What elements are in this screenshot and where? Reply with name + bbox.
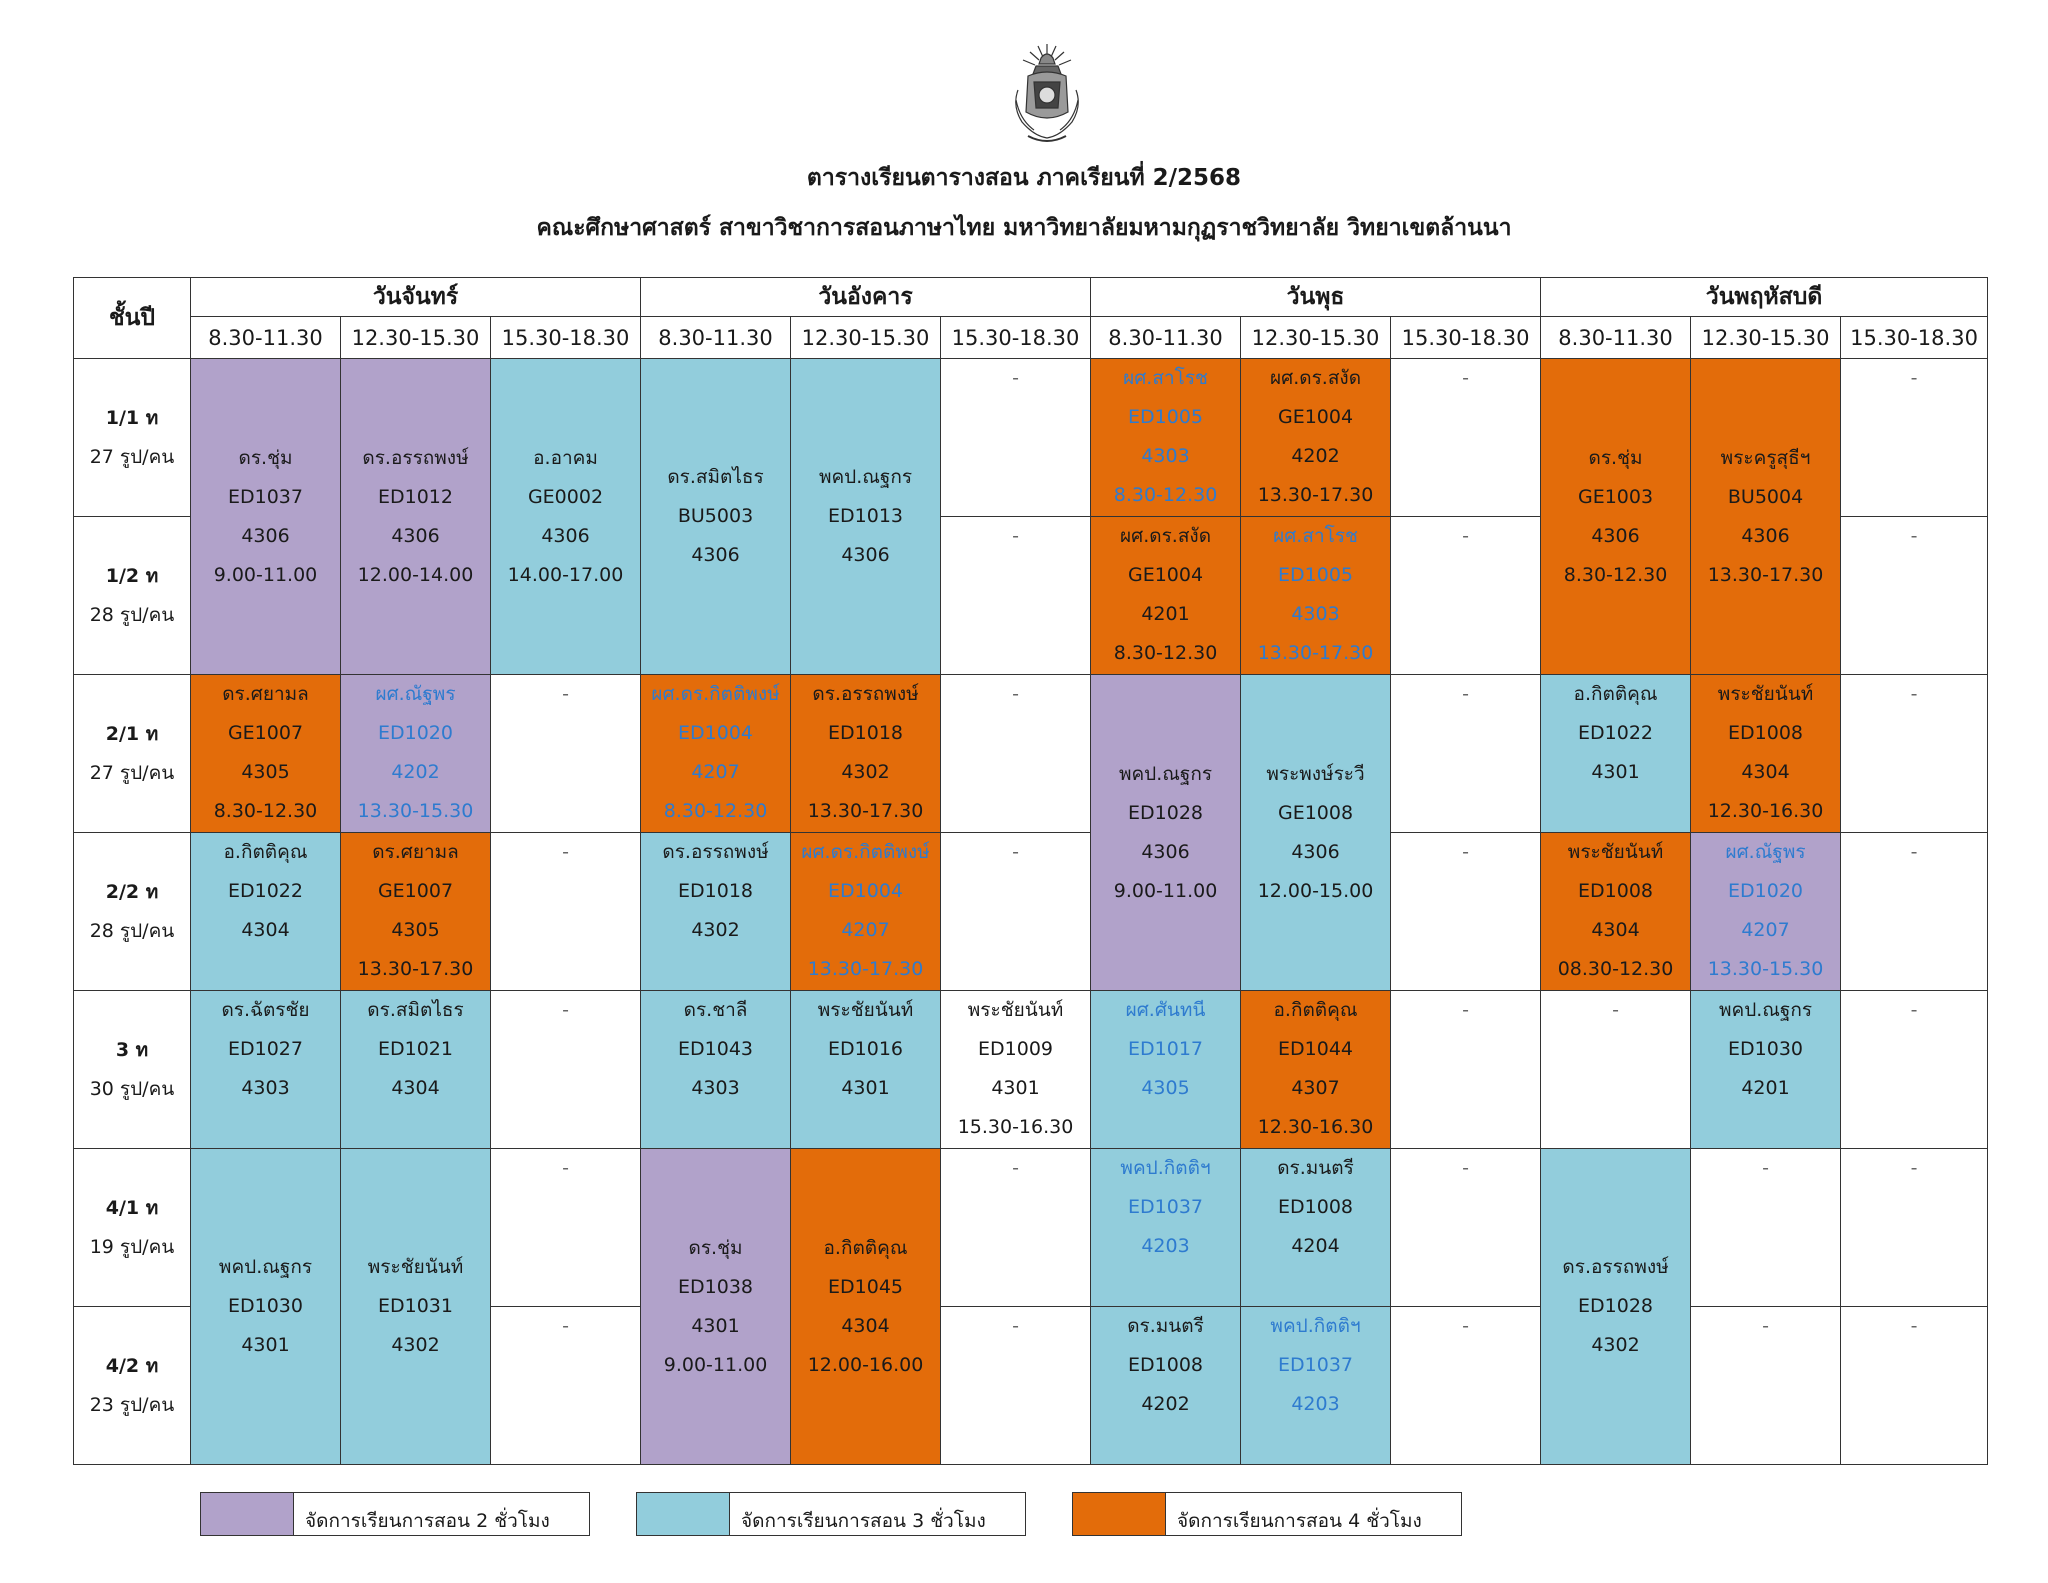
course-code: ED1009 xyxy=(978,1038,1054,1060)
instructor-name: ผศ.ดร.สงัด xyxy=(1120,525,1212,547)
class-time: 13.30-15.30 xyxy=(1707,958,1824,980)
empty-dash: - xyxy=(1462,525,1469,547)
class-slot xyxy=(191,1149,341,1465)
class-slot xyxy=(1241,675,1391,991)
class-slot xyxy=(641,359,791,675)
legend-label: จัดการเรียนการสอน 4 ชั่วโมง xyxy=(1177,1510,1422,1532)
room-number: 4203 xyxy=(1141,1235,1190,1257)
class-slot xyxy=(1691,833,1841,991)
course-code: ED1020 xyxy=(378,722,453,744)
room-number: 4201 xyxy=(1741,1077,1790,1099)
level-count: 23 รูป/คน xyxy=(89,1393,175,1416)
empty-slot xyxy=(491,1307,641,1465)
room-number: 4201 xyxy=(1141,603,1190,625)
empty-dash: - xyxy=(1462,1157,1469,1179)
class-slot xyxy=(941,991,1091,1149)
level-name: 2/1 ท xyxy=(105,722,159,745)
empty-slot xyxy=(1691,1149,1841,1307)
empty-dash: - xyxy=(1910,683,1918,705)
class-slot xyxy=(1691,359,1841,675)
course-code: ED1037 xyxy=(228,485,303,508)
course-code: ED1037 xyxy=(1278,1354,1354,1376)
room-number: 4302 xyxy=(1591,1334,1640,1356)
room-number: 4301 xyxy=(991,1077,1040,1099)
empty-slot xyxy=(491,1149,641,1307)
empty-slot xyxy=(941,1307,1091,1465)
class-slot xyxy=(641,991,791,1149)
class-slot xyxy=(1541,359,1691,675)
legend-swatch xyxy=(201,1493,294,1535)
class-slot xyxy=(641,833,791,991)
instructor-name: พคป.ณฐกร xyxy=(1718,999,1813,1021)
level-name: 4/1 ท xyxy=(105,1196,159,1219)
class-time: 13.30-15.30 xyxy=(357,800,474,822)
instructor-name: พคป.ณฐกร xyxy=(818,466,913,488)
class-time: 12.00-15.00 xyxy=(1257,879,1374,902)
class-slot xyxy=(341,359,491,675)
instructor-name: ผศ.ดร.กิตติพงษ์ xyxy=(651,683,780,705)
empty-dash: - xyxy=(1762,1315,1769,1337)
room-number: 4202 xyxy=(391,761,440,783)
day-header-monday: วันจันทร์ xyxy=(191,278,641,317)
class-slot xyxy=(1541,675,1691,833)
room-number: 4202 xyxy=(1141,1393,1190,1415)
page-title: ตารางเรียนตารางสอน ภาคเรียนที่ 2/2568 xyxy=(806,165,1242,191)
class-time: 13.30-17.30 xyxy=(357,958,474,980)
empty-dash: - xyxy=(1910,367,1918,389)
empty-dash: - xyxy=(1910,841,1918,863)
instructor-name: อ.กิตติคุณ xyxy=(1273,999,1358,1021)
empty-dash: - xyxy=(1462,999,1469,1021)
class-slot xyxy=(1241,1307,1391,1465)
room-number: 4304 xyxy=(1591,919,1640,941)
course-code: ED1008 xyxy=(1728,722,1804,744)
room-number: 4301 xyxy=(841,1077,890,1099)
instructor-name: อ.กิตติคุณ xyxy=(223,841,308,863)
class-slot xyxy=(341,1149,491,1465)
instructor-name: ดร.อรรถพงษ์ xyxy=(1562,1256,1669,1278)
class-slot xyxy=(1091,675,1241,991)
legend-swatch xyxy=(1073,1493,1166,1535)
class-time: 12.00-16.00 xyxy=(807,1353,924,1376)
instructor-name: อ.อาคม xyxy=(533,446,598,469)
course-code: ED1016 xyxy=(828,1038,904,1060)
room-number: 4303 xyxy=(241,1077,290,1099)
class-slot xyxy=(1091,991,1241,1149)
level-cell xyxy=(74,991,191,1149)
empty-slot xyxy=(1391,991,1541,1149)
legend-label: จัดการเรียนการสอน 2 ชั่วโมง xyxy=(305,1510,550,1532)
class-time: 13.30-17.30 xyxy=(1257,642,1374,664)
empty-slot xyxy=(1391,833,1541,991)
instructor-name: ผศ.สาโรช xyxy=(1273,525,1358,547)
time-slot-header: 8.30-11.30 xyxy=(641,317,791,359)
room-number: 4304 xyxy=(841,1314,890,1337)
legend-item-3-hours xyxy=(636,1492,1026,1536)
empty-dash: - xyxy=(562,999,569,1021)
empty-slot xyxy=(941,517,1091,675)
empty-slot xyxy=(941,359,1091,517)
empty-dash: - xyxy=(1462,683,1469,705)
class-time: 8.30-12.30 xyxy=(1563,563,1668,586)
level-count: 19 รูป/คน xyxy=(89,1235,175,1258)
instructor-name: พคป.กิตติฯ xyxy=(1270,1315,1361,1337)
instructor-name: พระชัยนันท์ xyxy=(1567,841,1664,863)
room-number: 4304 xyxy=(391,1077,440,1099)
room-number: 4207 xyxy=(691,761,740,783)
empty-slot xyxy=(1841,517,1988,675)
empty-dash: - xyxy=(1012,525,1019,547)
class-slot xyxy=(191,833,341,991)
empty-dash: - xyxy=(562,683,569,705)
room-number: 4305 xyxy=(391,919,440,941)
room-number: 4306 xyxy=(1141,840,1190,863)
class-slot xyxy=(791,675,941,833)
schedule-table xyxy=(73,277,1988,1465)
class-slot xyxy=(1241,991,1391,1149)
course-code: ED1030 xyxy=(228,1295,303,1317)
class-slot xyxy=(1541,833,1691,991)
class-time: 13.30-17.30 xyxy=(807,800,924,822)
course-code: ED1027 xyxy=(228,1038,303,1060)
empty-dash: - xyxy=(1612,999,1619,1021)
level-name: 1/1 ท xyxy=(105,406,159,429)
level-count: 28 รูป/คน xyxy=(89,919,175,942)
level-name: 3 ท xyxy=(115,1038,149,1061)
instructor-name: ดร.ชุ่ม xyxy=(238,446,293,469)
class-slot xyxy=(491,359,641,675)
empty-dash: - xyxy=(1462,841,1469,863)
empty-dash: - xyxy=(1910,525,1918,547)
room-number: 4207 xyxy=(1741,919,1790,941)
course-code: ED1037 xyxy=(1128,1196,1204,1218)
course-code: GE1008 xyxy=(1277,801,1354,824)
level-name: 1/2 ท xyxy=(105,564,159,587)
instructor-name: ดร.สมิตไธร xyxy=(667,466,764,488)
level-cell xyxy=(74,517,191,675)
class-time: 15.30-16.30 xyxy=(957,1116,1074,1138)
class-slot xyxy=(191,991,341,1149)
course-code: ED1022 xyxy=(228,880,303,902)
instructor-name: ดร.สมิตไธร xyxy=(367,999,464,1021)
room-number: 4306 xyxy=(1291,840,1340,863)
level-name: 2/2 ท xyxy=(105,880,159,903)
day-header-tuesday: วันอังคาร xyxy=(641,278,1091,317)
room-number: 4302 xyxy=(391,1334,440,1356)
class-time: 8.30-12.30 xyxy=(663,800,768,822)
course-code: ED1045 xyxy=(828,1275,904,1298)
empty-dash: - xyxy=(1012,367,1019,389)
instructor-name: ผศ.สาโรช xyxy=(1123,367,1208,389)
course-code: GE1004 xyxy=(1127,564,1204,586)
room-number: 4303 xyxy=(691,1077,740,1099)
course-code: ED1004 xyxy=(828,880,904,902)
room-number: 4203 xyxy=(1291,1393,1340,1415)
instructor-name: ผศ.ศันทนี xyxy=(1125,999,1206,1021)
level-count: 27 รูป/คน xyxy=(89,761,175,784)
class-slot xyxy=(791,991,941,1149)
course-code: ED1028 xyxy=(1128,801,1204,824)
room-number: 4306 xyxy=(841,544,890,566)
time-slot-header: 8.30-11.30 xyxy=(191,317,341,359)
room-number: 4207 xyxy=(841,919,890,941)
time-slot-header: 8.30-11.30 xyxy=(1091,317,1241,359)
empty-dash: - xyxy=(1910,1157,1918,1179)
level-count: 27 รูป/คน xyxy=(89,445,175,468)
room-number: 4306 xyxy=(391,524,440,547)
empty-slot xyxy=(491,833,641,991)
empty-slot xyxy=(1691,1307,1841,1465)
empty-dash: - xyxy=(1462,367,1469,389)
empty-slot xyxy=(1841,675,1988,833)
course-code: ED1005 xyxy=(1278,564,1354,586)
instructor-name: ดร.ศยามล xyxy=(372,841,459,863)
class-time: 13.30-17.30 xyxy=(807,958,924,980)
university-seal-icon xyxy=(1008,40,1086,148)
course-code: ED1018 xyxy=(678,880,754,902)
day-header-wednesday: วันพุธ xyxy=(1091,278,1541,317)
level-cell xyxy=(74,833,191,991)
class-slot xyxy=(341,675,491,833)
time-slot-header: 15.30-18.30 xyxy=(941,317,1091,359)
instructor-name: พระพงษ์ระวี xyxy=(1266,762,1365,785)
instructor-name: ดร.ศยามล xyxy=(222,683,309,705)
course-code: ED1004 xyxy=(678,722,754,744)
course-code: ED1038 xyxy=(678,1275,754,1298)
time-slot-header: 15.30-18.30 xyxy=(1841,317,1988,359)
instructor-name: พคป.ณฐกร xyxy=(218,1256,313,1278)
room-number: 4305 xyxy=(1141,1077,1190,1099)
instructor-name: พคป.ณฐกร xyxy=(1118,762,1213,785)
course-code: ED1028 xyxy=(1578,1295,1654,1317)
course-code: ED1030 xyxy=(1728,1038,1804,1060)
class-slot xyxy=(191,359,341,675)
time-slot-header: 12.30-15.30 xyxy=(791,317,941,359)
legend-item-2-hours xyxy=(200,1492,590,1536)
empty-dash: - xyxy=(1910,1315,1918,1337)
course-code: ED1043 xyxy=(678,1038,754,1060)
room-number: 4302 xyxy=(691,919,740,941)
empty-slot xyxy=(491,675,641,833)
instructor-name: ดร.ชุ่ม xyxy=(688,1236,743,1259)
empty-slot xyxy=(1391,1149,1541,1307)
class-time: 08.30-12.30 xyxy=(1557,958,1674,980)
empty-slot xyxy=(941,675,1091,833)
course-code: ED1018 xyxy=(828,722,904,744)
room-number: 4306 xyxy=(1741,524,1790,547)
room-number: 4304 xyxy=(1741,761,1790,783)
class-time: 12.30-16.30 xyxy=(1257,1116,1374,1138)
level-cell xyxy=(74,675,191,833)
time-slot-header: 15.30-18.30 xyxy=(491,317,641,359)
instructor-name: ดร.อรรถพงษ์ xyxy=(662,841,769,863)
course-code: ED1012 xyxy=(378,485,453,508)
empty-slot xyxy=(1841,1149,1988,1307)
course-code: ED1005 xyxy=(1128,406,1204,428)
empty-dash: - xyxy=(1012,841,1019,863)
course-code: ED1022 xyxy=(1578,722,1654,744)
course-code: GE1003 xyxy=(1577,485,1654,508)
class-slot xyxy=(1091,1307,1241,1465)
empty-dash: - xyxy=(562,841,569,863)
class-slot xyxy=(341,833,491,991)
instructor-name: ดร.ชาลี xyxy=(683,999,748,1021)
instructor-name: พระชัยนันท์ xyxy=(967,999,1064,1021)
time-slot-header: 12.30-15.30 xyxy=(341,317,491,359)
time-slot-header: 12.30-15.30 xyxy=(1241,317,1391,359)
class-slot xyxy=(791,833,941,991)
room-number: 4302 xyxy=(841,761,890,783)
day-header-thursday: วันพฤหัสบดี xyxy=(1541,278,1988,317)
empty-dash: - xyxy=(1012,1157,1019,1179)
level-count: 28 รูป/คน xyxy=(89,603,175,626)
course-code: GE1007 xyxy=(227,722,304,744)
level-cell xyxy=(74,1149,191,1307)
level-column-header: ชั้นปี xyxy=(74,278,191,359)
instructor-name: ดร.มนตรี xyxy=(1277,1157,1354,1179)
instructor-name: พระชัยนันท์ xyxy=(367,1256,464,1278)
empty-slot xyxy=(1391,359,1541,517)
course-code: GE0002 xyxy=(527,485,604,508)
room-number: 4202 xyxy=(1291,445,1340,467)
legend-swatch xyxy=(637,1493,730,1535)
empty-slot xyxy=(1391,1307,1541,1465)
instructor-name: ดร.มนตรี xyxy=(1127,1315,1204,1337)
course-code: ED1013 xyxy=(828,505,904,527)
empty-slot xyxy=(1541,991,1691,1149)
class-slot xyxy=(641,1149,791,1465)
instructor-name: ผศ.ดร.กิตติพงษ์ xyxy=(801,841,930,863)
class-slot xyxy=(341,991,491,1149)
empty-dash: - xyxy=(562,1157,569,1179)
course-code: BU5003 xyxy=(677,505,754,527)
class-slot xyxy=(641,675,791,833)
level-count: 30 รูป/คน xyxy=(89,1077,175,1100)
class-time: 9.00-11.00 xyxy=(1113,879,1218,902)
room-number: 4306 xyxy=(241,524,290,547)
legend-label: จัดการเรียนการสอน 3 ชั่วโมง xyxy=(741,1510,986,1532)
course-code: ED1017 xyxy=(1128,1038,1204,1060)
room-number: 4301 xyxy=(241,1334,290,1356)
course-code: ED1008 xyxy=(1278,1196,1354,1218)
room-number: 4304 xyxy=(241,919,290,941)
empty-slot xyxy=(1391,517,1541,675)
room-number: 4303 xyxy=(1141,445,1190,467)
legend-item-4-hours xyxy=(1072,1492,1462,1536)
page-subtitle: คณะศึกษาศาสตร์ สาขาวิชาการสอนภาษาไทย มหาวิทยาลัยมหามกุฏราชวิทยาลัย วิทยาเขตล้านนา xyxy=(536,215,1512,241)
course-code: ED1008 xyxy=(1128,1354,1204,1376)
empty-dash: - xyxy=(1462,1315,1469,1337)
empty-dash: - xyxy=(1012,1315,1019,1337)
class-time: 8.30-12.30 xyxy=(1113,484,1218,506)
course-code: ED1044 xyxy=(1278,1038,1354,1060)
room-number: 4303 xyxy=(1291,603,1340,625)
class-slot xyxy=(1541,1149,1691,1465)
level-name: 4/2 ท xyxy=(105,1354,159,1377)
empty-slot xyxy=(1841,1307,1988,1465)
level-cell xyxy=(74,359,191,517)
course-code: ED1008 xyxy=(1578,880,1654,902)
room-number: 4306 xyxy=(1591,524,1640,547)
empty-dash: - xyxy=(1762,1157,1769,1179)
room-number: 4204 xyxy=(1291,1235,1340,1257)
instructor-name: พคป.กิตติฯ xyxy=(1120,1157,1211,1179)
room-number: 4306 xyxy=(541,524,590,547)
empty-slot xyxy=(941,833,1091,991)
time-slot-header: 8.30-11.30 xyxy=(1541,317,1691,359)
class-slot xyxy=(791,1149,941,1465)
empty-slot xyxy=(491,991,641,1149)
course-code: ED1021 xyxy=(378,1038,453,1060)
class-time: 13.30-17.30 xyxy=(1707,563,1824,586)
empty-slot xyxy=(1391,675,1541,833)
course-code: BU5004 xyxy=(1727,485,1804,508)
room-number: 4305 xyxy=(241,761,290,783)
class-slot xyxy=(1091,517,1241,675)
instructor-name: อ.กิตติคุณ xyxy=(823,1236,908,1259)
class-time: 12.00-14.00 xyxy=(357,563,474,586)
room-number: 4301 xyxy=(1591,761,1640,783)
course-code: GE1004 xyxy=(1277,406,1354,428)
class-time: 8.30-12.30 xyxy=(213,800,318,822)
instructor-name: ผศ.ณัฐพร xyxy=(1725,841,1806,863)
time-slot-header: 12.30-15.30 xyxy=(1691,317,1841,359)
empty-slot xyxy=(1841,991,1988,1149)
class-time: 9.00-11.00 xyxy=(213,563,318,586)
instructor-name: ดร.ฉัตรชัย xyxy=(221,999,310,1021)
class-slot xyxy=(1241,1149,1391,1307)
class-time: 13.30-17.30 xyxy=(1257,484,1374,506)
course-code: GE1007 xyxy=(377,880,454,902)
empty-dash: - xyxy=(1012,683,1019,705)
class-slot xyxy=(1691,991,1841,1149)
class-time: 14.00-17.00 xyxy=(507,563,624,586)
course-code: ED1031 xyxy=(378,1295,453,1317)
class-slot xyxy=(1091,359,1241,517)
instructor-name: ผศ.ดร.สงัด xyxy=(1270,367,1362,389)
class-slot xyxy=(791,359,941,675)
empty-slot xyxy=(1841,359,1988,517)
instructor-name: พระครูสุธีฯ xyxy=(1720,446,1811,469)
class-time: 8.30-12.30 xyxy=(1113,642,1218,664)
level-cell xyxy=(74,1307,191,1465)
course-code: ED1020 xyxy=(1728,880,1804,902)
class-time: 9.00-11.00 xyxy=(663,1353,768,1376)
instructor-name: พระชัยนันท์ xyxy=(1717,683,1814,705)
class-slot xyxy=(1091,1149,1241,1307)
class-time: 12.30-16.30 xyxy=(1707,800,1824,822)
class-slot xyxy=(1241,517,1391,675)
instructor-name: อ.กิตติคุณ xyxy=(1573,683,1658,705)
class-slot xyxy=(1241,359,1391,517)
instructor-name: ดร.อรรถพงษ์ xyxy=(812,683,919,705)
empty-slot xyxy=(1841,833,1988,991)
room-number: 4306 xyxy=(691,544,740,566)
class-slot xyxy=(191,675,341,833)
room-number: 4307 xyxy=(1291,1077,1340,1099)
class-slot xyxy=(1691,675,1841,833)
empty-dash: - xyxy=(562,1315,569,1337)
instructor-name: ดร.อรรถพงษ์ xyxy=(362,446,469,469)
room-number: 4301 xyxy=(691,1314,740,1337)
instructor-name: ผศ.ณัฐพร xyxy=(375,683,456,705)
instructor-name: พระชัยนันท์ xyxy=(817,999,914,1021)
empty-slot xyxy=(941,1149,1091,1307)
instructor-name: ดร.ชุ่ม xyxy=(1588,446,1643,469)
empty-dash: - xyxy=(1910,999,1918,1021)
time-slot-header: 15.30-18.30 xyxy=(1391,317,1541,359)
